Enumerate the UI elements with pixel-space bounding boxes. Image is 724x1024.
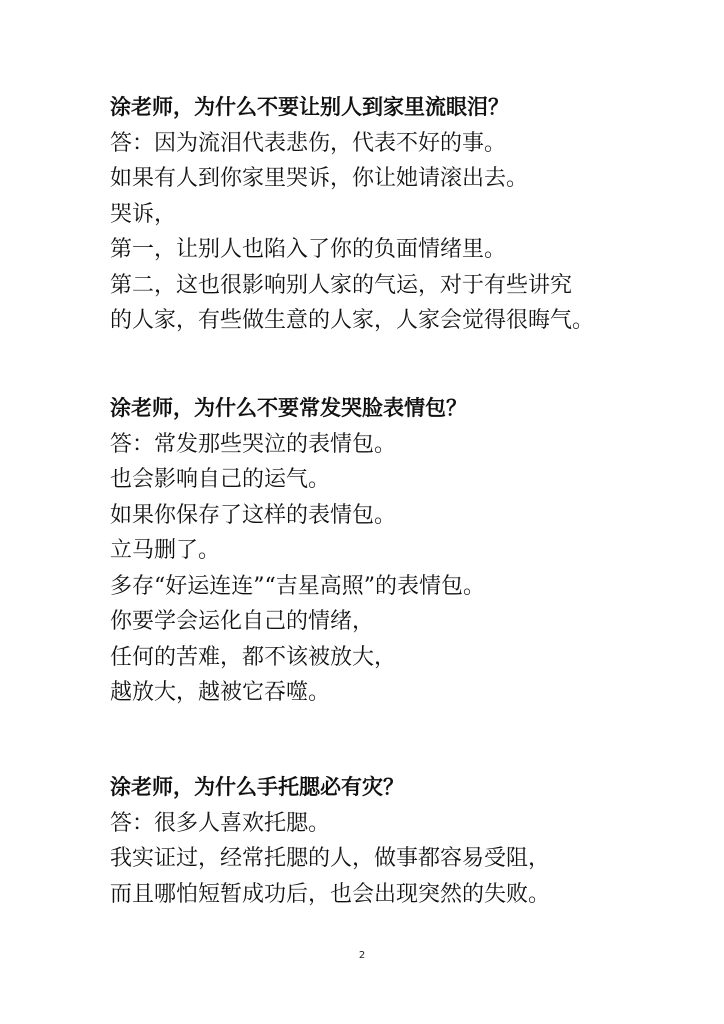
answer-line: 答：很多人喜欢托腮。 xyxy=(110,810,331,836)
answer-line: 你要学会运化自己的情绪， xyxy=(110,609,375,634)
page-number: 2 xyxy=(358,950,366,961)
answer-line: 哭诉， xyxy=(110,201,177,227)
answer-line: 第一，让别人也陷入了你的负面情绪里。 xyxy=(110,237,507,262)
answer-line: 如果你保存了这样的表情包。 xyxy=(110,502,397,528)
qa-section-2 xyxy=(110,391,710,711)
qa-section-1 xyxy=(110,90,710,339)
answer-line: 如果有人到你家里哭诉，你让她请滚出去。 xyxy=(110,166,529,191)
answer-line: 立马删了。 xyxy=(110,538,221,563)
answer-line: 而且哪怕短暂成功后，也会出现突然的失败。 xyxy=(110,881,551,907)
answer-line: 第二，这也很影响别人家的气运，对于有些讲究 xyxy=(110,272,573,298)
answer-line: 我实证过，经常托腮的人，做事都容易受阻， xyxy=(110,846,551,871)
answer-line: 答：因为流泪代表悲伤，代表不好的事。 xyxy=(110,130,507,156)
answer-line: 的人家，有些做生意的人家，人家会觉得很晦气。 xyxy=(110,308,595,333)
answer-line: 越放大，越被它吞噬。 xyxy=(110,680,331,705)
answer-line: 也会影响自己的运气。 xyxy=(110,467,331,492)
answer-line: 多存“好运连连”“吉星高照”的表情包。 xyxy=(110,573,485,599)
qa-section-3 xyxy=(110,770,710,912)
answer-line: 答：常发那些哭泣的表情包。 xyxy=(110,431,397,457)
answer-line: 任何的苦难，都不该被放大， xyxy=(110,644,397,670)
question-heading: 涂老师，为什么手托腮必有灾？ xyxy=(110,775,404,799)
question-heading: 涂老师，为什么不要让别人到家里流眼泪？ xyxy=(110,95,509,119)
question-heading: 涂老师，为什么不要常发哭脸表情包？ xyxy=(110,396,467,420)
